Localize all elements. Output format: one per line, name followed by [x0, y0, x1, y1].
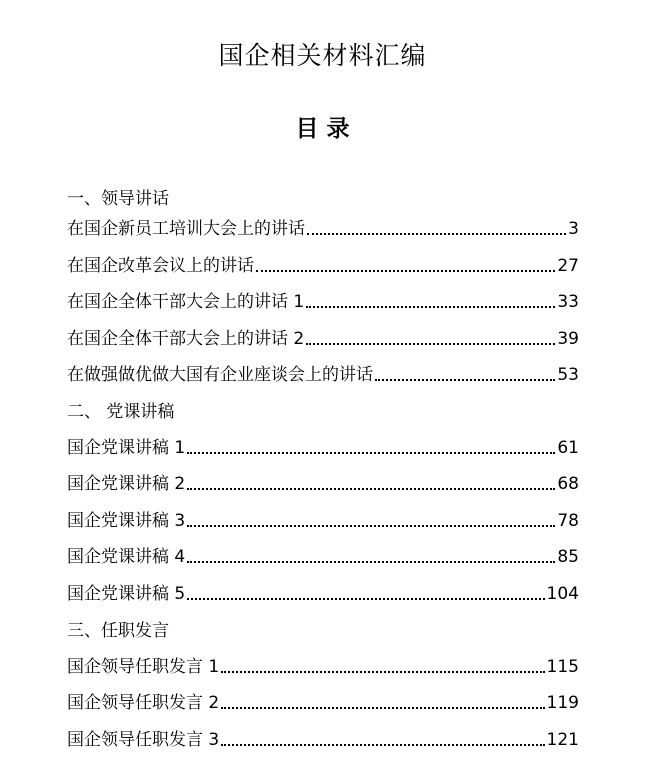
section-heading: 一、领导讲话 [67, 189, 169, 209]
toc-entry[interactable] [67, 362, 579, 386]
dot-leader [187, 452, 555, 454]
entry-title: 在做强做优做大国有企业座谈会上的讲话 [67, 365, 373, 385]
entry-title: 在国企全体干部大会上的讲话 1 [67, 292, 305, 312]
page-number: 119 [546, 693, 579, 713]
dot-leader [221, 744, 544, 746]
toc-heading: 目 录 [295, 115, 350, 142]
dot-leader [221, 671, 544, 673]
toc-entry[interactable] [67, 508, 579, 532]
entry-title: 国企党课讲稿 2 [67, 474, 186, 494]
page-number: 61 [557, 438, 579, 458]
dot-leader [307, 233, 566, 235]
page-number: 78 [557, 511, 579, 531]
entry-title: 国企党课讲稿 5 [67, 584, 186, 604]
page-number: 115 [546, 657, 579, 677]
dot-leader [187, 598, 544, 600]
dot-leader [256, 270, 555, 272]
page-number: 53 [557, 365, 579, 385]
entry-title: 在国企改革会议上的讲话 [67, 256, 254, 276]
entry-title: 国企党课讲稿 4 [67, 547, 186, 567]
page-number: 33 [557, 292, 579, 312]
dot-leader [187, 525, 555, 527]
toc-entry[interactable] [67, 690, 579, 714]
entry-title: 国企党课讲稿 1 [67, 438, 186, 458]
dot-leader [187, 488, 555, 490]
entry-title: 国企领导任职发言 2 [67, 693, 220, 713]
toc-entry[interactable] [67, 326, 579, 350]
entry-title: 国企领导任职发言 3 [67, 730, 220, 750]
section-heading: 二、 党课讲稿 [67, 402, 175, 422]
page-number: 39 [557, 329, 579, 349]
toc-entry[interactable] [67, 727, 579, 751]
page-number: 85 [557, 547, 579, 567]
toc-entry[interactable] [67, 289, 579, 313]
page-number: 121 [546, 730, 579, 750]
toc-entry[interactable] [67, 471, 579, 495]
section-heading: 三、任职发言 [67, 621, 169, 641]
toc-entry[interactable] [67, 216, 579, 240]
toc-entry[interactable] [67, 654, 579, 678]
dot-leader [306, 306, 555, 308]
page-number: 104 [546, 584, 579, 604]
toc-entry[interactable] [67, 581, 579, 605]
toc-entry[interactable] [67, 544, 579, 568]
entry-title: 国企领导任职发言 1 [67, 657, 220, 677]
toc-entry[interactable] [67, 253, 579, 277]
dot-leader [375, 379, 555, 381]
document-title: 国企相关材料汇编 [218, 41, 427, 70]
page-number: 3 [568, 219, 579, 239]
toc-entry[interactable] [67, 435, 579, 459]
entry-title: 在国企全体干部大会上的讲话 2 [67, 329, 305, 349]
page-number: 27 [557, 256, 579, 276]
entry-title: 在国企新员工培训大会上的讲话 [67, 219, 305, 239]
entry-title: 国企党课讲稿 3 [67, 511, 186, 531]
dot-leader [306, 343, 555, 345]
dot-leader [221, 707, 544, 709]
page-number: 68 [557, 474, 579, 494]
dot-leader [187, 561, 555, 563]
